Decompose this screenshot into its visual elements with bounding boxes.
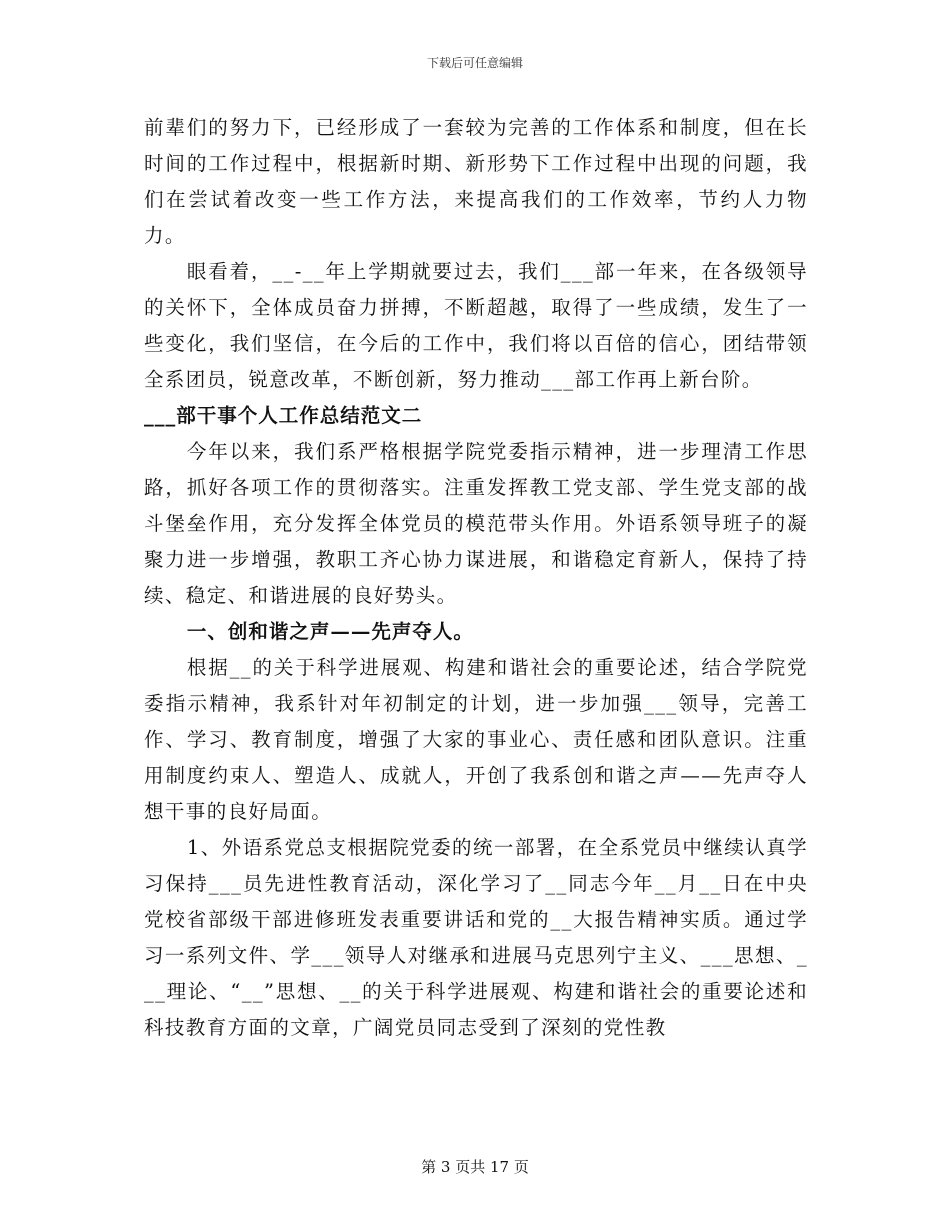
header-note: 下载后可任意编辑 — [426, 56, 523, 70]
paragraph-harmony: 根据__的关于科学进展观、构建和谐社会的重要论述，结合学院党委指示精神，我系针对年初制定的计划，进一步加强___领导，完善工作、学习、教育制度，增强了大家的事业心、责任感和团队意识。注重用制度约束人、塑造人、成就人，开创了我系创和谐之声——先声夺人想干事的良好局面。 — [144, 656, 808, 823]
paragraph-item-1: 1、外语系党总支根据院党委的统一部署，在全系党员中继续认真学习保持___员先进性教育活动，深化学习了__同志今年__月__日在中央党校省部级干部进修班发表重要讲话和党的__大报告精神实质。通过学习一系列文件、学___领导人对继承和进展马克思列宁主义、___思想、___理论、“__”思想、__的关于科学进展观、构建和谐社会的重要论述和科技教育方面的文章，广阔党员同志受到了深刻的党性教 — [144, 836, 808, 1039]
document-body — [144, 110, 808, 1046]
page-number: 第 3 页共 17 页 — [421, 1158, 529, 1176]
heading-harmony: 一、创和谐之声——先声夺人。 — [186, 620, 474, 643]
paragraph-semester-end: 眼看着，__-__年上学期就要过去，我们___部一年来，在各级领导的关怀下，全体成员奋力拼搏，不断超越，取得了一些成绩，发生了一些变化，我们坚信，在今后的工作中，我们将以百倍的信心，团结带领全系团员，锐意改革，不断创新，努力推动___部工作再上新台阶。 — [144, 260, 808, 391]
paragraph-intro: 今年以来，我们系严格根据学院党委指示精神，进一步理清工作思路，抓好各项工作的贯彻落实。注重发挥教工党支部、学生党支部的战斗堡垒作用，充分发挥全体党员的模范带头作用。外语系领导班子的凝聚力进一步增强，教职工齐心协力谋进展，和谐稳定育新人，保持了持续、稳定、和谐进展的良好势头。 — [144, 440, 808, 607]
paragraph-continuation: 前辈们的努力下，已经形成了一套较为完善的工作体系和制度，但在长时间的工作过程中，根据新时期、新形势下工作过程中出现的问题，我们在尝试着改变一些工作方法，来提高我们的工作效率，节约人力物力。 — [144, 116, 808, 247]
section-title: ___部干事个人工作总结范文二 — [144, 404, 423, 427]
